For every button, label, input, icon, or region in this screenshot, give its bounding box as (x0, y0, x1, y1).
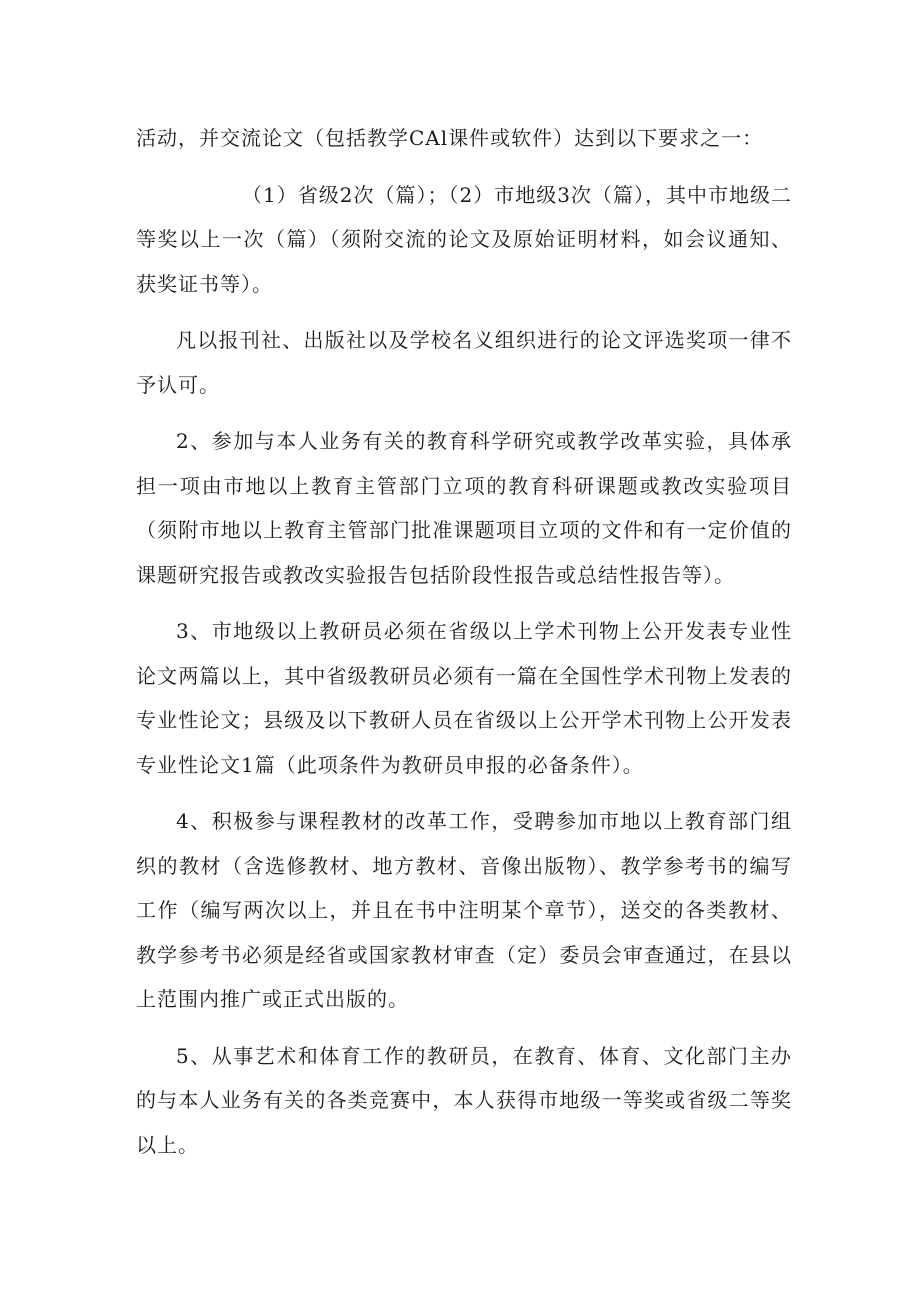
paragraph-activity-requirements: 活动，并交流论文（包括教学CAl课件或软件）达到以下要求之一： (136, 126, 764, 150)
paragraph-item-2-research: 2、参加与本人业务有关的教育科学研究或教学改革实验，具体承担一项由市地以上教育主管部门立项的教育科研课题或教改实验项目（须附市地以上教育主管部门批准课题项目立项的文件和有一定价值的课题研究报告或教改实验报告包括阶段性报告或总结性报告等）。 (136, 429, 792, 587)
document-body (136, 116, 792, 1167)
paragraph-item-3-publications: 3、市地级以上教研员必须在省级以上学术刊物上公开发表专业性论文两篇以上，其中省级教研员必须有一篇在全国性学术刊物上发表的专业性论文；县级及以下教研人员在省级以上公开学术刊物上公开发表专业性论文1篇（此项条件为教研员申报的必备条件）。 (136, 619, 792, 777)
paragraph-item-4-textbooks: 4、积极参与课程教材的改革工作，受聘参加市地以上教育部门组织的教材（含选修教材、地方教材、音像出版物）、教学参考书的编写工作（编写两次以上，并且在书中注明某个章节），送交的各类教材、教学参考书必须是经省或国家教材审查（定）委员会审查通过，在县以上范围内推广或正式出版的。 (136, 809, 792, 1011)
paragraph-item-5-competitions: 5、从事艺术和体育工作的教研员，在教育、体育、文化部门主办的与本人业务有关的各类竞赛中，本人获得市地级一等奖或省级二等奖以上。 (136, 1043, 792, 1157)
paragraph-not-recognized: 凡以报刊社、出版社以及学校名义组织进行的论文评选奖项一律不予认可。 (136, 328, 792, 397)
paragraph-award-levels: （1）省级2次（篇）；（2）市地级3次（篇），其中市地级二等奖以上一次（篇）（须附交流的论文及原始证明材料，如会议通知、获奖证书等）。 (136, 182, 792, 296)
